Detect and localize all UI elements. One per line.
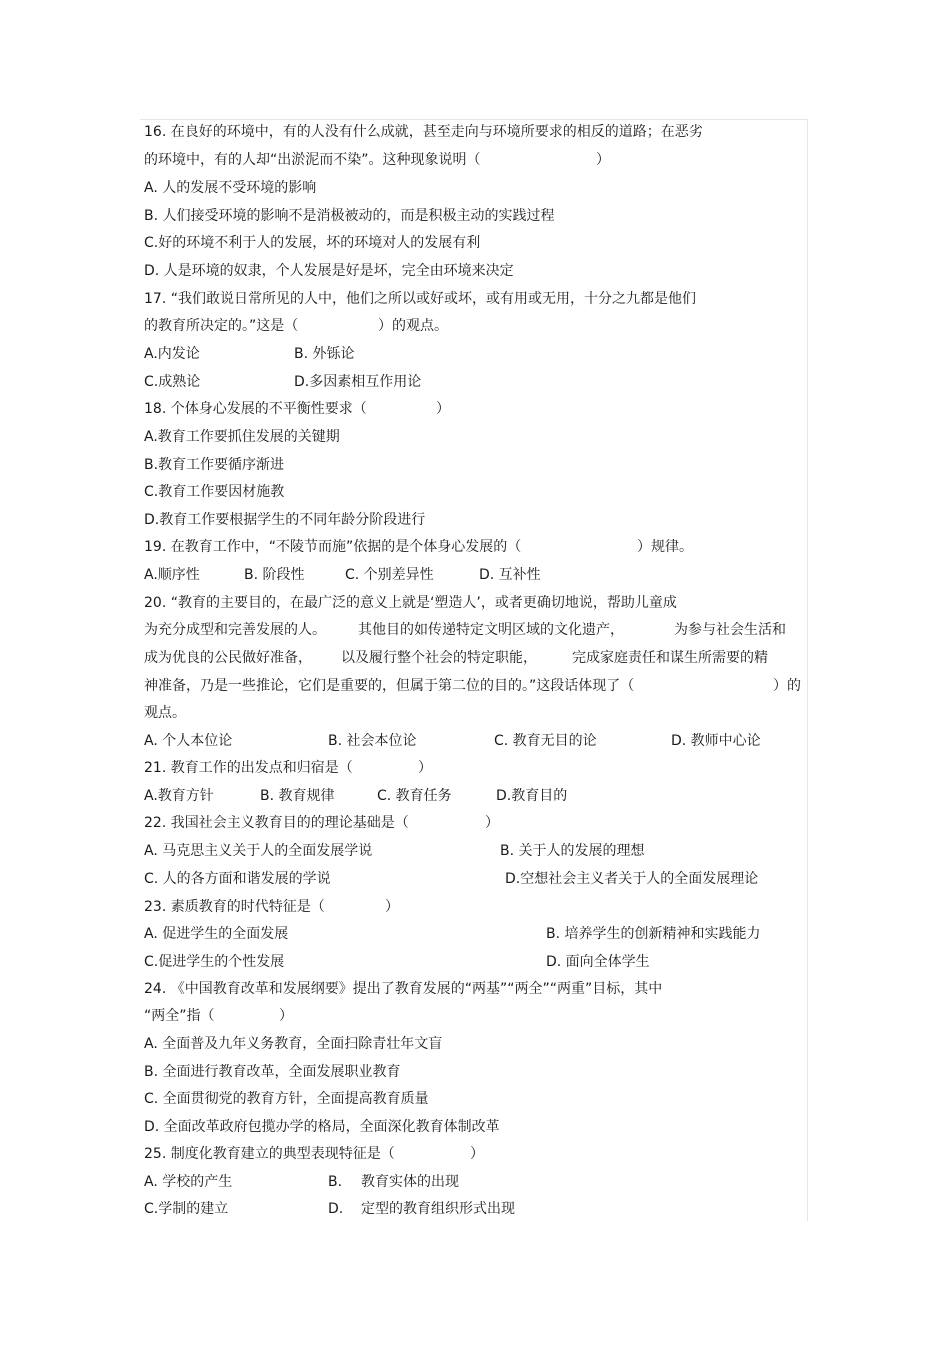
q19-stem: 19. 在教育工作中，“不陵节而施”依据的是个体身心发展的（ <box>144 539 522 555</box>
q20-stem-line4-close: ）的 <box>773 678 801 694</box>
q20-stem-line1: 20. “教育的主要目的，在最广泛的意义上就是‘塑造人’，或者更确切地说，帮助儿童成 <box>144 595 677 611</box>
q24-stem-close: ） <box>279 1008 293 1024</box>
q20-option-c: C. 教育无目的论 <box>494 733 597 749</box>
q21-stem: 21. 教育工作的出发点和归宿是（ <box>144 760 353 776</box>
q16-option-c: C.好的环境不利于人的发展，坏的环境对人的发展有利 <box>144 235 481 251</box>
q23-option-d: D. 面向全体学生 <box>546 954 650 970</box>
q16-option-a: A. 人的发展不受环境的影响 <box>144 180 317 196</box>
q25-option-b-letter: B. <box>328 1174 343 1190</box>
q22-option-d: D.空想社会主义者关于人的全面发展理论 <box>505 871 759 887</box>
q19-option-d: D. 互补性 <box>479 567 541 583</box>
q20-stem-line4: 神准备，乃是一些推论，它们是重要的，但属于第二位的目的。”这段话体现了（ <box>144 678 635 694</box>
q17-stem-line2: 的教育所决定的。”这是（ <box>144 318 299 334</box>
q22-option-b: B. 关于人的发展的理想 <box>500 843 645 859</box>
q16-stem-line1: 16. 在良好的环境中，有的人没有什么成就，甚至走向与环境所要求的相反的道路；在恶劣 <box>144 124 703 140</box>
q23-option-a: A. 促进学生的全面发展 <box>144 926 289 942</box>
q25-option-d-letter: D. <box>328 1201 344 1217</box>
q17-option-b: B. 外铄论 <box>294 346 355 362</box>
q23-stem-close: ） <box>385 899 399 915</box>
q25-option-d: 定型的教育组织形式出现 <box>361 1201 515 1217</box>
q24-stem-line1: 24. 《中国教育改革和发展纲要》提出了教育发展的“两基”“两全”“两重”目标，其中 <box>144 981 663 997</box>
q23-option-b: B. 培养学生的创新精神和实践能力 <box>546 926 761 942</box>
q17-option-c: C.成熟论 <box>144 374 201 390</box>
q21-stem-close: ） <box>418 760 432 776</box>
q16-stem-close: ） <box>596 152 610 168</box>
q16-stem-line2: 的环境中，有的人却“出淤泥而不染”。这种现象说明（ <box>144 152 481 168</box>
q24-option-a: A. 全面普及九年义务教育，全面扫除青壮年文盲 <box>144 1036 443 1052</box>
q19-stem-close: ）规律。 <box>637 539 693 555</box>
q19-option-a: A.顺序性 <box>144 567 200 583</box>
q16-option-d: D. 人是环境的奴隶，个人发展是好是坏，完全由环境来决定 <box>144 263 514 279</box>
q20-stem-line5: 观点。 <box>144 705 186 721</box>
q25-option-b: 教育实体的出现 <box>361 1174 459 1190</box>
q21-option-b: B. 教育规律 <box>260 788 335 804</box>
q20-option-a: A. 个人本位论 <box>144 733 233 749</box>
q21-option-d: D.教育目的 <box>496 788 568 804</box>
q20-stem-line2-part2: 其他目的如传递特定文明区域的文化遗产， <box>358 622 624 638</box>
q24-option-b: B. 全面进行教育改革，全面发展职业教育 <box>144 1064 401 1080</box>
q18-option-d: D.教育工作要根据学生的不同年龄分阶段进行 <box>144 512 426 528</box>
q25-option-a: A. 学校的产生 <box>144 1174 233 1190</box>
q22-stem-close: ） <box>485 815 499 831</box>
q24-option-d: D. 全面改革政府包揽办学的格局，全面深化教育体制改革 <box>144 1119 500 1135</box>
q18-stem: 18. 个体身心发展的不平衡性要求（ <box>144 401 367 417</box>
q25-stem-close: ） <box>470 1146 484 1162</box>
q16-option-b: B. 人们接受环境的影响不是消极被动的，而是积极主动的实践过程 <box>144 208 555 224</box>
q19-option-c: C. 个别差异性 <box>345 567 434 583</box>
q20-stem-line3-part3: 完成家庭责任和谋生所需要的精 <box>572 650 768 666</box>
q18-stem-close: ） <box>436 401 450 417</box>
q20-stem-line2-part3: 为参与社会生活和 <box>674 622 786 638</box>
q24-stem-line2: “两全”指（ <box>144 1008 215 1024</box>
q19-option-b: B. 阶段性 <box>244 567 305 583</box>
q25-option-c: C.学制的建立 <box>144 1201 229 1217</box>
q20-stem-line3-part1: 成为优良的公民做好准备， <box>144 650 312 666</box>
q20-stem-line2-part1: 为充分成型和完善发展的人。 <box>144 622 326 638</box>
q20-option-b: B. 社会本位论 <box>328 733 417 749</box>
q21-option-c: C. 教育任务 <box>377 788 452 804</box>
page-frame <box>140 119 808 1221</box>
q20-stem-line3-part2: 以及履行整个社会的特定职能， <box>341 650 537 666</box>
q17-stem-line1: 17. “我们敢说日常所见的人中，他们之所以或好或坏，或有用或无用，十分之九都是他们 <box>144 291 696 307</box>
q22-option-a: A. 马克思主义关于人的全面发展学说 <box>144 843 373 859</box>
q22-stem: 22. 我国社会主义教育目的的理论基础是（ <box>144 815 409 831</box>
q21-option-a: A.教育方针 <box>144 788 214 804</box>
q18-option-b: B.教育工作要循序渐进 <box>144 457 285 473</box>
q25-stem: 25. 制度化教育建立的典型表现特征是（ <box>144 1146 395 1162</box>
q20-option-d: D. 教师中心论 <box>671 733 761 749</box>
q22-option-c: C. 人的各方面和谐发展的学说 <box>144 871 331 887</box>
q24-option-c: C. 全面贯彻党的教育方针，全面提高教育质量 <box>144 1091 429 1107</box>
q23-stem: 23. 素质教育的时代特征是（ <box>144 899 325 915</box>
q18-option-a: A.教育工作要抓住发展的关键期 <box>144 429 340 445</box>
q17-option-a: A.内发论 <box>144 346 200 362</box>
q17-stem-close: ）的观点。 <box>378 318 448 334</box>
q18-option-c: C.教育工作要因材施教 <box>144 484 285 500</box>
q23-option-c: C.促进学生的个性发展 <box>144 954 285 970</box>
q17-option-d: D.多因素相互作用论 <box>294 374 422 390</box>
